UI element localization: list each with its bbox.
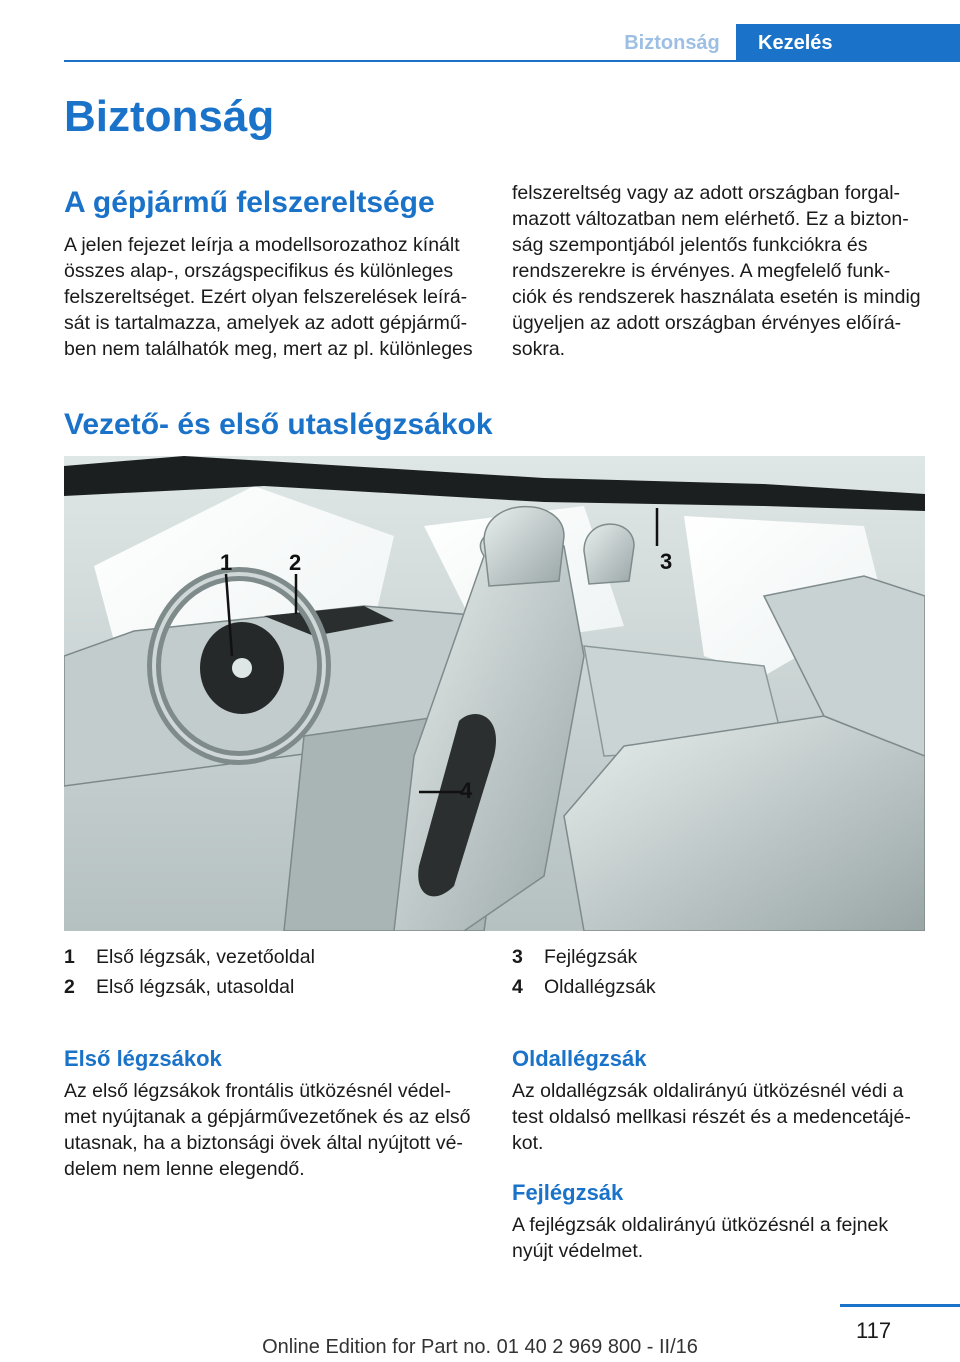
legend-number: 2 [64, 976, 75, 998]
legend-item [64, 972, 315, 1002]
side-airbag-text [512, 1078, 932, 1156]
footer-rule [840, 1304, 960, 1307]
legend-text: Fejlégzsák [544, 946, 638, 968]
legend-number: 4 [512, 976, 523, 998]
airbags-heading: Vezető- és első utaslégzsákok [64, 408, 493, 441]
head-airbag-text [512, 1212, 932, 1264]
text-line: sát is tartalmazza, amelyek az adott gépjármű- [64, 312, 468, 334]
equipment-heading: A gépjármű felszereltsége [64, 186, 435, 219]
equipment-text-col1 [64, 232, 484, 362]
edition-footer: Online Edition for Part no. 01 40 2 969 800 - II/16 [262, 1336, 698, 1358]
text-line: met nyújtanak a gépjárművezetőnek és az első [64, 1106, 471, 1128]
legend-number: 3 [512, 946, 523, 968]
legend-text: Első légzsák, vezetőoldal [96, 946, 315, 968]
text-line: test oldalsó mellkasi részét és a medencetájé- [512, 1106, 911, 1128]
legend-item [64, 942, 315, 972]
legend-item [512, 972, 656, 1002]
header-rule [64, 60, 960, 62]
text-line: Az első légzsákok frontális ütközésnél védel- [64, 1080, 451, 1102]
text-line: sokra. [512, 338, 566, 360]
text-line: Az oldallégzsák oldalirányú ütközésnél védi a [512, 1080, 904, 1102]
text-line: felszereltség vagy az adott országban forgal- [512, 182, 901, 204]
text-line: ság szempontjából jelentős funkciókra és [512, 234, 868, 256]
header-section-tab[interactable]: Biztonság [624, 32, 720, 54]
text-line: A jelen fejezet leírja a modellsorozathoz kínált [64, 234, 460, 256]
side-airbag-heading: Oldallégzsák [512, 1046, 647, 1071]
legend-number: 1 [64, 946, 75, 968]
text-line: utasnak, ha a biztonsági övek által nyújtott vé- [64, 1132, 463, 1154]
figure-legend-right [512, 942, 656, 1002]
text-line: kot. [512, 1132, 544, 1154]
head-airbag-heading: Fejlégzsák [512, 1180, 624, 1205]
figure-label-3: 3 [660, 549, 673, 574]
text-line: összes alap-, országspecifikus és különleges [64, 260, 454, 282]
legend-text: Első légzsák, utasoldal [96, 976, 295, 998]
figure-label-4: 4 [460, 778, 473, 803]
page-title: Biztonság [64, 92, 275, 141]
text-line: rendszerekre is érvényes. A megfelelő funk- [512, 260, 891, 282]
text-line: mazott változatban nem elérhető. Ez a bizton- [512, 208, 909, 230]
text-line: felszereltséget. Ezért olyan felszerelések leírá- [64, 286, 468, 308]
text-line: nyújt védelmet. [512, 1240, 644, 1262]
figure-label-1: 1 [220, 550, 233, 575]
header-chapter-tab[interactable]: Kezelés [736, 24, 960, 62]
legend-item [512, 942, 656, 972]
figure-label-2: 2 [289, 550, 302, 575]
text-line: ciók és rendszerek használata esetén is mindig [512, 286, 921, 308]
front-airbags-heading: Első légzsákok [64, 1046, 222, 1071]
car-interior-airbag-illustration [64, 456, 925, 931]
text-line: delem nem lenne elegendő. [64, 1158, 305, 1180]
legend-text: Oldallégzsák [544, 976, 656, 998]
front-airbags-text [64, 1078, 484, 1182]
page-number: 117 [856, 1318, 892, 1343]
text-line: ben nem találhatók meg, mert az pl. különleges [64, 338, 473, 360]
equipment-text-col2 [512, 180, 932, 362]
text-line: A fejlégzsák oldalirányú ütközésnél a fejnek [512, 1214, 889, 1236]
text-line: ügyeljen az adott országban érvényes előírá- [512, 312, 902, 334]
figure-legend-left [64, 942, 315, 1002]
